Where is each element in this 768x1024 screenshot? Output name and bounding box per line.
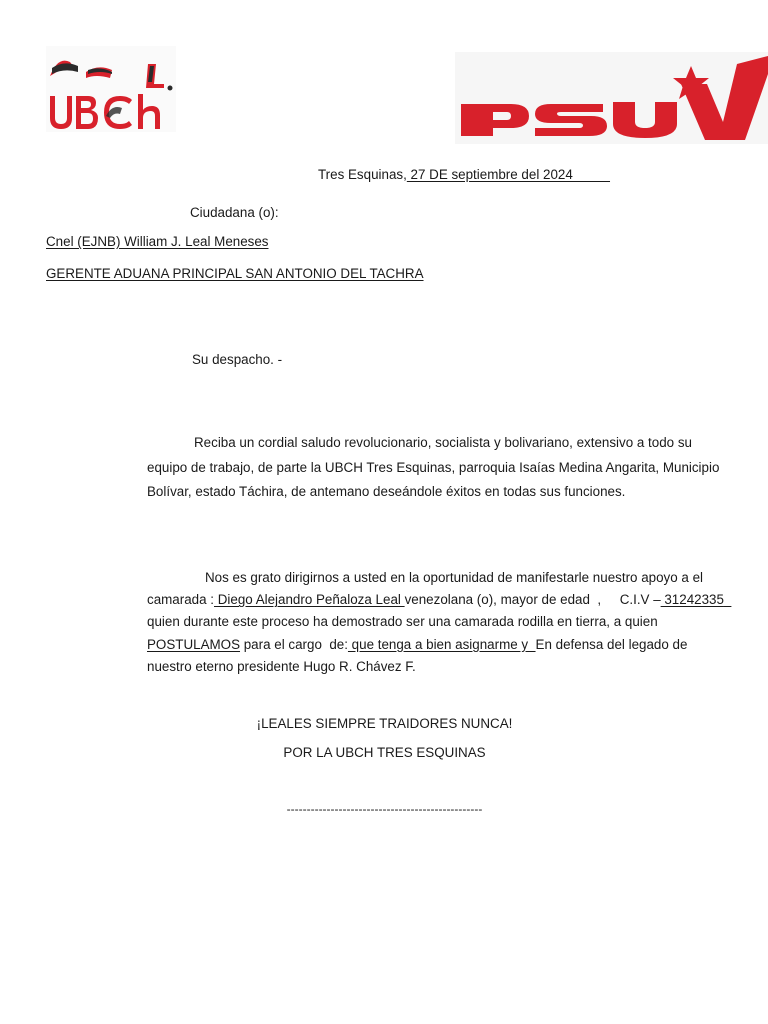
recipient-title: GERENTE ADUANA PRINCIPAL SAN ANTONIO DEL TACHRA [46, 266, 424, 281]
letter-date: 27 DE septiembre del 2024 [406, 167, 611, 182]
paragraph-greeting [147, 431, 725, 505]
su-despacho: Su despacho. - [192, 352, 283, 367]
nomination-text-2: venezolana (o), mayor de edad , C.I.V – [404, 592, 661, 608]
closing-line: POR LA UBCH TRES ESQUINAS [283, 745, 486, 760]
recipient-name: Cnel (EJNB) William J. Leal Meneses [46, 234, 269, 249]
letter-place-date [318, 167, 610, 182]
ubch-logo-art [46, 46, 176, 132]
nomination-text-1: Nos es grato dirigirnos a usted en la oportunidad de manifestarle nuestro apoyo a el camarada : [147, 570, 703, 608]
nomination-text-5: En defensa del legado de nuestro eterno presidente Hugo R. Chávez F. [147, 636, 688, 674]
motto: ¡LEALES SIEMPRE TRAIDORES NUNCA! [256, 716, 513, 731]
paragraph-nomination [147, 567, 732, 678]
cargo-text: que tenga a bien asignarme y [347, 636, 536, 652]
paragraph-greeting-text: Reciba un cordial saludo revolucionario, socialista y bolivariano, extensivo a todo su equipo de trabajo, de parte la UBCH Tres Esquinas, parroquia Isaías Medina Angarita, Municipio Bolívar, estado Táchira, de antemano deseándole éxitos en todas sus funciones. [147, 435, 720, 500]
nomination-text-3: quien durante este proceso ha demostrado ser una camarada rodilla en tierra, a quien [147, 614, 666, 630]
postulamos-word: POSTULAMOS [147, 636, 241, 652]
psuv-logo [455, 52, 768, 144]
civ-number: 31242335 [660, 592, 732, 608]
salutation: Ciudadana (o): [190, 205, 279, 220]
nomination-text-4: para el cargo de: [240, 636, 348, 652]
letter-place: Tres Esquinas, [318, 167, 407, 182]
nominee-name: Diego Alejandro Peñaloza Leal [214, 592, 405, 608]
psuv-logo-art [455, 52, 768, 144]
signature-line: ------------------------------------------------- [286, 802, 483, 816]
ubch-logo [46, 46, 176, 132]
